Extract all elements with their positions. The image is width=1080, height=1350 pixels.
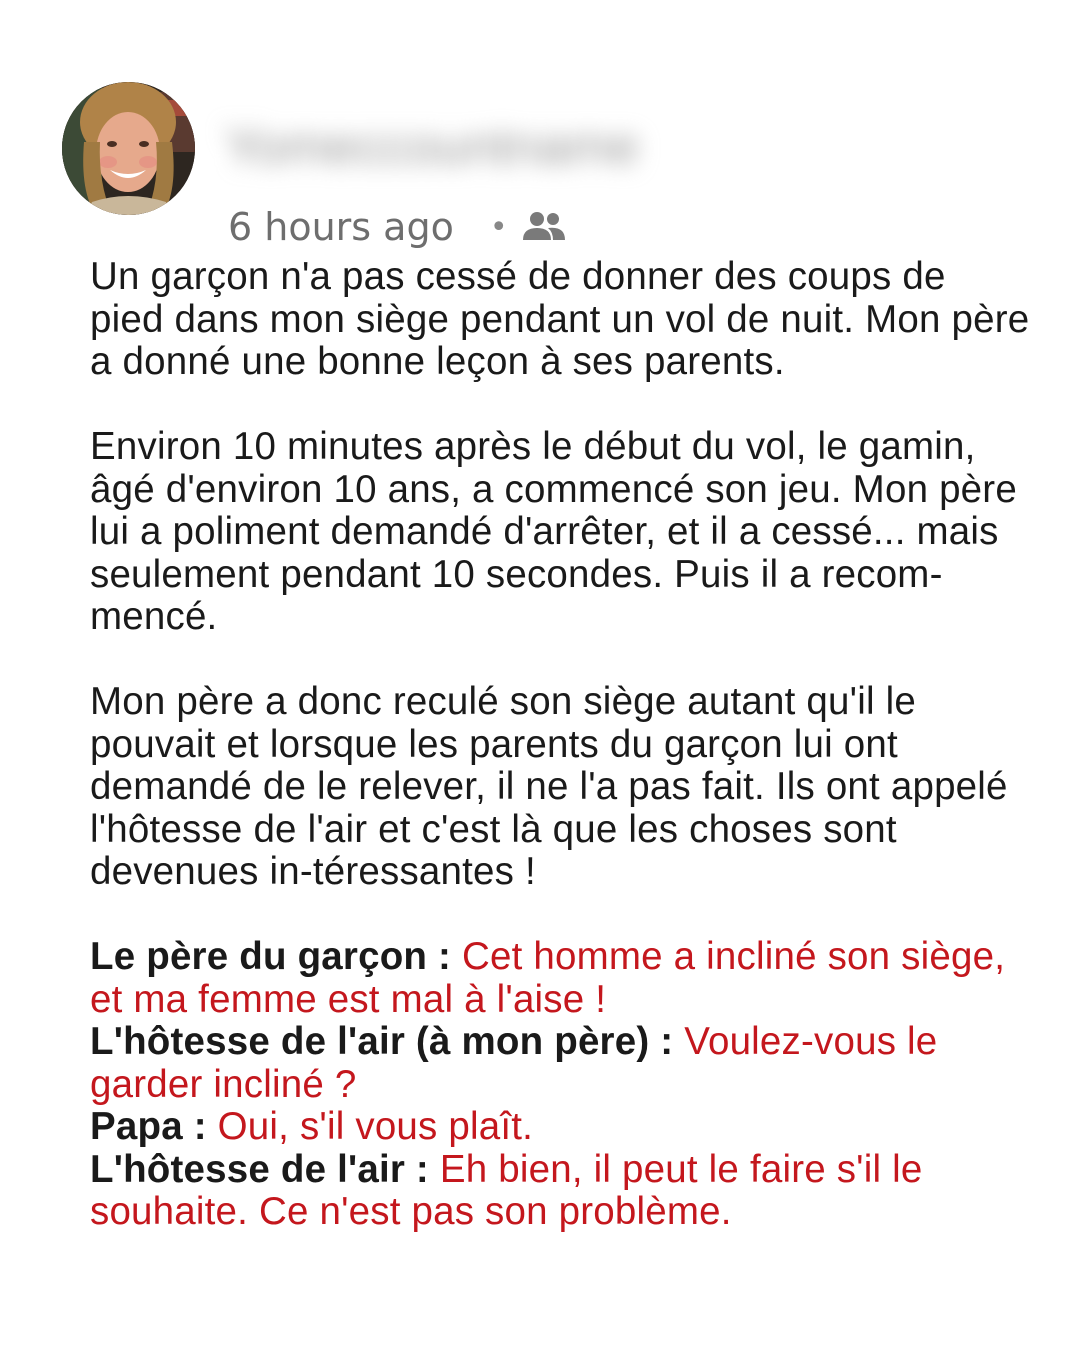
dialogue-line [90, 1106, 1030, 1149]
speech-text: Oui, s'il vous plaît. [217, 1105, 534, 1148]
dialogue-line [90, 1149, 1030, 1234]
post-paragraph-3: Mon père a donc reculé son siège autant qu'il le pouvait et lorsque les parents du garçon lui ont demandé de le relever, il ne l'a pas fait. Ils ont appelé l'hôtesse de l'air et c'est là que les choses sont devenues in-téressantes ! [90, 680, 1008, 893]
timestamp[interactable]: 6 hours ago [228, 205, 454, 249]
author-name[interactable]: Yomeccountname [225, 118, 640, 176]
speaker-label: L'hôtesse de l'air : [90, 1147, 429, 1191]
speech-text: Cet homme a incliné son siège, et ma femme est mal à l'aise ! [90, 935, 1006, 1021]
post-body [90, 256, 1030, 1234]
post-paragraph-2: Environ 10 minutes après le début du vol, le gamin, âgé d'environ 10 ans, a commencé son jeu. Mon père lui a poliment demandé d'arrêter, et il a cessé... mais seulement pendant 10 secondes. Puis il a recom-mencé. [90, 425, 1017, 638]
speaker-label: Le père du garçon : [90, 935, 452, 978]
avatar[interactable] [62, 82, 195, 215]
dialogue [90, 936, 1030, 1234]
speech-text: Eh bien, il peut le faire s'il le souhaite. Ce n'est pas son problème. [90, 1147, 923, 1233]
speaker-label: L'hôtesse de l'air (à mon père) : [90, 1020, 674, 1063]
speaker-label: Papa : [90, 1105, 207, 1148]
profile-photo-icon [62, 82, 195, 215]
post-paragraph-1: Un garçon n'a pas cessé de donner des coups de pied dans mon siège pendant un vol de nuit. Mon père a donné une bonne leçon à ses parents. [90, 255, 1030, 383]
speech-text: Voulez-vous le garder incliné ? [90, 1020, 938, 1106]
dialogue-line [90, 1021, 1030, 1106]
separator-dot: • [489, 209, 508, 245]
post-meta [228, 200, 566, 254]
dialogue-line [90, 936, 1030, 1021]
friends-icon[interactable] [522, 210, 566, 244]
